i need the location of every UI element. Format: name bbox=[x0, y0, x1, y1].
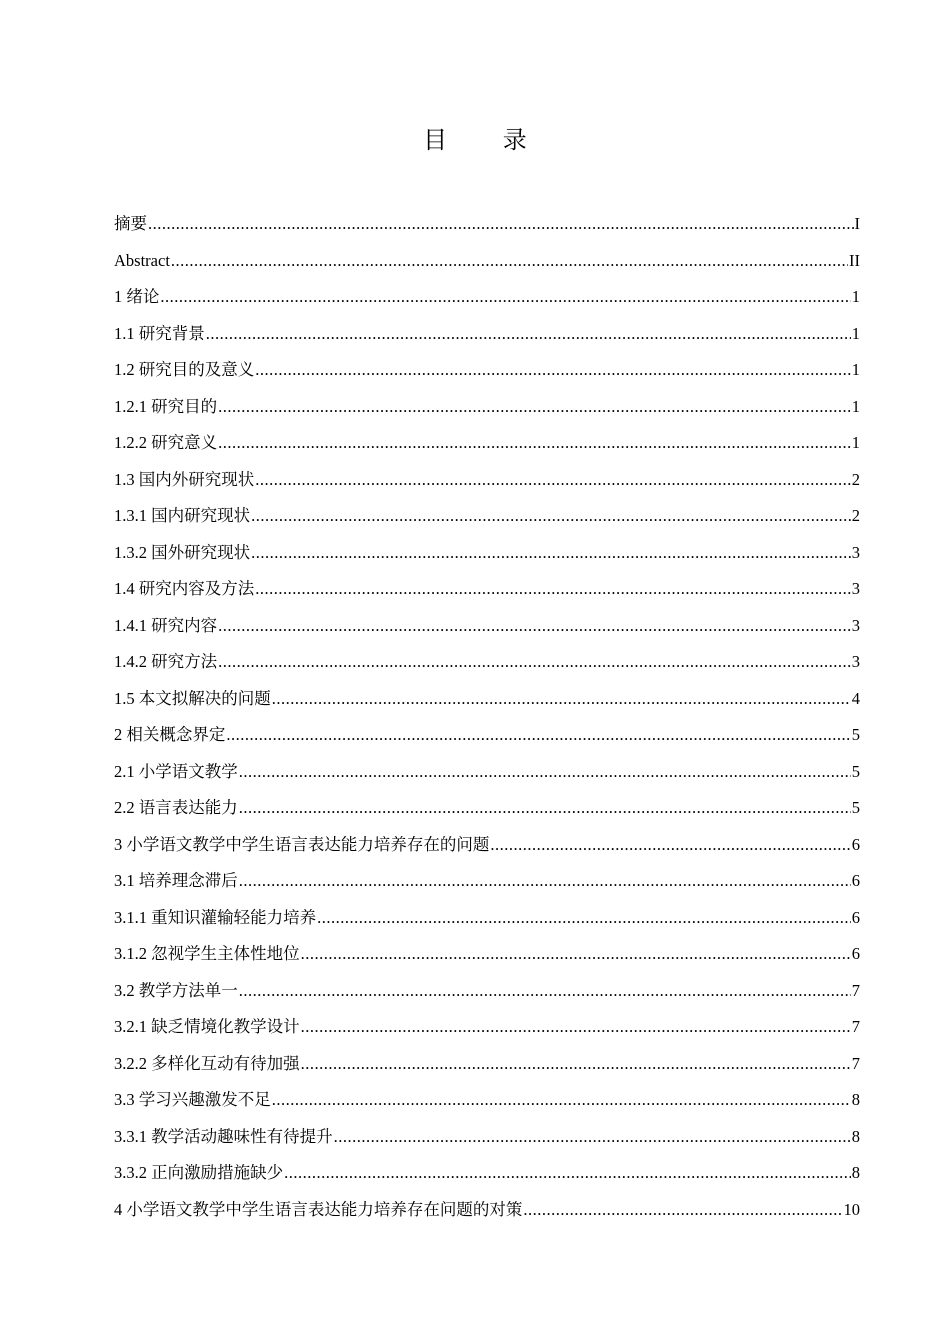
toc-entry[interactable] bbox=[114, 1155, 860, 1192]
toc-dot-leader bbox=[251, 498, 851, 535]
toc-dot-leader bbox=[239, 790, 851, 827]
toc-entry-label: 摘要 bbox=[114, 214, 147, 233]
toc-dot-leader bbox=[272, 1082, 851, 1119]
toc-entry-label: 3.2 教学方法单一 bbox=[114, 980, 238, 1000]
toc-entry-page-number: 3 bbox=[851, 542, 860, 562]
toc-entry-page-number: 2 bbox=[851, 506, 860, 525]
toc-entry[interactable] bbox=[114, 279, 860, 316]
toc-entry[interactable] bbox=[114, 425, 860, 462]
toc-dot-leader bbox=[523, 1192, 842, 1229]
toc-entry[interactable] bbox=[114, 1119, 860, 1156]
toc-entry-label: 3.1.1 重知识灌输轻能力培养 bbox=[114, 907, 317, 927]
toc-entry-label: 1.1 研究背景 bbox=[114, 323, 205, 343]
toc-dot-leader bbox=[218, 644, 851, 681]
toc-entry-label: 3.2.2 多样化互动有待加强 bbox=[114, 1053, 300, 1073]
toc-dot-leader bbox=[171, 243, 848, 280]
toc-dot-leader bbox=[226, 717, 850, 754]
toc-entry-label: 3.3.2 正向激励措施缺少 bbox=[114, 1163, 284, 1182]
toc-entry-label: 3.3 学习兴趣激发不足 bbox=[114, 1090, 271, 1109]
toc-entry-page-number: 1 bbox=[851, 433, 860, 452]
toc-dot-leader bbox=[251, 535, 851, 572]
toc-entry-page-number: 7 bbox=[851, 1017, 860, 1036]
toc-entry[interactable] bbox=[114, 243, 860, 280]
toc-entry-label: Abstract bbox=[114, 250, 170, 270]
toc-entry[interactable] bbox=[114, 608, 860, 645]
toc-dot-leader bbox=[255, 462, 851, 499]
toc-dot-leader bbox=[284, 1155, 851, 1192]
toc-dot-leader bbox=[218, 608, 851, 645]
toc-entry-page-number: 5 bbox=[851, 761, 860, 781]
toc-entry-page-number: 1 bbox=[851, 396, 860, 416]
toc-dot-leader bbox=[239, 863, 851, 900]
toc-dot-leader bbox=[301, 1009, 851, 1046]
toc-entry-page-number: 6 bbox=[851, 871, 860, 890]
toc-entry-label: 1.3.1 国内研究现状 bbox=[114, 506, 251, 525]
toc-entry-page-number: I bbox=[854, 214, 860, 233]
toc-entry[interactable] bbox=[114, 535, 860, 572]
toc-entry-page-number: 6 bbox=[851, 834, 860, 854]
toc-entry-label: 2.1 小学语文教学 bbox=[114, 761, 238, 781]
toc-dot-leader bbox=[317, 900, 851, 937]
toc-entry[interactable] bbox=[114, 1046, 860, 1083]
toc-entry[interactable] bbox=[114, 206, 860, 243]
toc-entry[interactable] bbox=[114, 1192, 860, 1229]
toc-dot-leader bbox=[255, 571, 851, 608]
toc-entry-page-number: 1 bbox=[851, 287, 860, 306]
toc-dot-leader bbox=[334, 1119, 851, 1156]
toc-entry[interactable] bbox=[114, 1082, 860, 1119]
toc-entry-page-number: 7 bbox=[851, 980, 860, 1000]
toc-dot-leader bbox=[239, 754, 851, 791]
toc-entry[interactable] bbox=[114, 900, 860, 937]
toc-dot-leader bbox=[301, 936, 851, 973]
toc-entry[interactable] bbox=[114, 571, 860, 608]
toc-entry-label: 2.2 语言表达能力 bbox=[114, 798, 238, 817]
toc-dot-leader bbox=[218, 389, 851, 426]
toc-entry-label: 4 小学语文教学中学生语言表达能力培养存在问题的对策 bbox=[114, 1199, 523, 1219]
toc-entry-label: 1 绪论 bbox=[114, 287, 160, 306]
toc-dot-leader bbox=[490, 827, 850, 864]
toc-entry-page-number: 10 bbox=[843, 1199, 860, 1219]
toc-entry-label: 2 相关概念界定 bbox=[114, 725, 226, 744]
toc-dot-leader bbox=[160, 279, 850, 316]
toc-dot-leader bbox=[218, 425, 851, 462]
table-of-contents bbox=[114, 206, 860, 1228]
toc-entry-label: 3.2.1 缺乏情境化教学设计 bbox=[114, 1017, 300, 1036]
toc-entry-label: 1.2.1 研究目的 bbox=[114, 396, 218, 416]
toc-entry-page-number: 8 bbox=[851, 1126, 860, 1146]
toc-entry-label: 3.1.2 忽视学生主体性地位 bbox=[114, 944, 300, 963]
toc-entry-label: 1.2 研究目的及意义 bbox=[114, 360, 255, 379]
toc-entry-page-number: 8 bbox=[851, 1090, 860, 1109]
toc-entry-page-number: 3 bbox=[851, 579, 860, 598]
toc-dot-leader bbox=[255, 352, 851, 389]
toc-entry[interactable] bbox=[114, 936, 860, 973]
toc-dot-leader bbox=[239, 973, 851, 1010]
toc-entry-label: 3.1 培养理念滞后 bbox=[114, 871, 238, 890]
toc-entry[interactable] bbox=[114, 863, 860, 900]
toc-entry-label: 1.5 本文拟解决的问题 bbox=[114, 688, 271, 708]
toc-entry-label: 3.3.1 教学活动趣味性有待提升 bbox=[114, 1126, 333, 1146]
toc-entry-page-number: 2 bbox=[851, 469, 860, 489]
toc-entry[interactable] bbox=[114, 498, 860, 535]
toc-entry-page-number: 1 bbox=[851, 323, 860, 343]
toc-entry-page-number: 6 bbox=[851, 944, 860, 963]
toc-entry[interactable] bbox=[114, 754, 860, 791]
toc-entry-page-number: II bbox=[849, 250, 860, 270]
toc-entry-label: 1.4.1 研究内容 bbox=[114, 615, 218, 635]
toc-entry-page-number: 5 bbox=[851, 725, 860, 744]
toc-entry[interactable] bbox=[114, 827, 860, 864]
toc-entry[interactable] bbox=[114, 973, 860, 1010]
toc-entry[interactable] bbox=[114, 644, 860, 681]
toc-entry-page-number: 6 bbox=[851, 907, 860, 927]
toc-entry-label: 1.3.2 国外研究现状 bbox=[114, 542, 251, 562]
toc-entry-label: 1.3 国内外研究现状 bbox=[114, 469, 255, 489]
toc-entry-page-number: 1 bbox=[851, 360, 860, 379]
toc-dot-leader bbox=[272, 681, 851, 718]
toc-entry-label: 1.4.2 研究方法 bbox=[114, 652, 218, 671]
toc-entry[interactable] bbox=[114, 681, 860, 718]
toc-entry-page-number: 8 bbox=[851, 1163, 860, 1182]
page-title: 目 录 bbox=[423, 126, 551, 154]
toc-entry-page-number: 7 bbox=[851, 1053, 860, 1073]
toc-dot-leader bbox=[206, 316, 851, 353]
toc-entry-label: 3 小学语文教学中学生语言表达能力培养存在的问题 bbox=[114, 834, 490, 854]
toc-entry-page-number: 3 bbox=[851, 615, 860, 635]
toc-entry-label: 1.4 研究内容及方法 bbox=[114, 579, 255, 598]
toc-entry-page-number: 3 bbox=[851, 652, 860, 671]
toc-entry[interactable] bbox=[114, 1009, 860, 1046]
toc-entry-label: 1.2.2 研究意义 bbox=[114, 433, 218, 452]
toc-entry-page-number: 4 bbox=[851, 688, 860, 708]
toc-dot-leader bbox=[301, 1046, 851, 1083]
toc-entry[interactable] bbox=[114, 352, 860, 389]
toc-entry[interactable] bbox=[114, 316, 860, 353]
toc-dot-leader bbox=[148, 206, 854, 243]
toc-entry[interactable] bbox=[114, 790, 860, 827]
toc-entry[interactable] bbox=[114, 462, 860, 499]
toc-entry-page-number: 5 bbox=[851, 798, 860, 817]
toc-entry[interactable] bbox=[114, 717, 860, 754]
toc-entry[interactable] bbox=[114, 389, 860, 426]
